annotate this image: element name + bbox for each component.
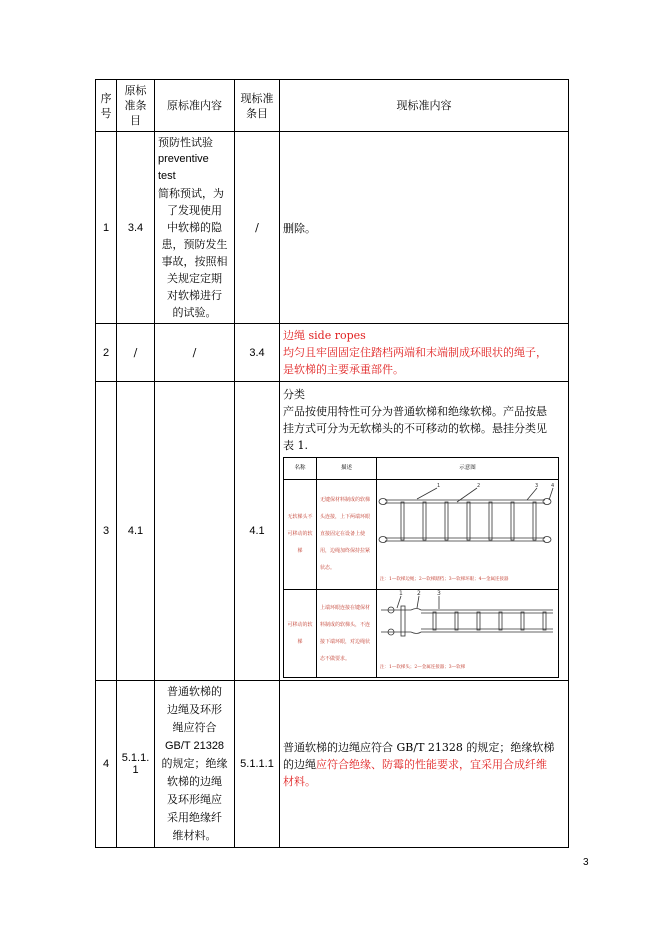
row1-seq: 1 [96, 132, 117, 324]
row1-orig-clause: 3.4 [117, 132, 155, 324]
figure-row [284, 590, 559, 678]
line: 事故，按照相 [161, 255, 228, 268]
line: 材料。 [283, 774, 316, 788]
figure-row1-note: 注：1—软梯边绳；2—软梯踏档；3—软梯环眼；4—金属连接器 [380, 577, 509, 582]
figure-header-desc: 描述 [317, 458, 377, 480]
line: 采用绝缘纤 [167, 811, 222, 824]
row2-orig-content: / [155, 324, 235, 382]
row4-cur-clause: 5.1.1.1 [235, 681, 280, 848]
line: 普通软梯的边绳应符合 GB/T 21328 的规定；绝缘软梯 [283, 740, 555, 754]
row4-orig-content [155, 681, 235, 848]
term-line: 边绳 side ropes [283, 329, 366, 342]
line: GB/T 21328 [164, 740, 225, 752]
figure-row1-name: 无软梯头不可移动的软梯 [284, 480, 317, 590]
label-2: 2 [417, 590, 421, 597]
table-row [96, 681, 569, 848]
line: 患，预防发生 [161, 238, 228, 251]
figure-row2-name: 可移动的软梯 [284, 590, 317, 678]
figure-header-name: 名称 [284, 458, 317, 480]
table-row [96, 324, 569, 382]
classification-figure-table [283, 457, 559, 678]
line: 维材料。 [172, 829, 217, 842]
line: 及环形绳应 [167, 793, 222, 806]
row2-seq: 2 [96, 324, 117, 382]
table-row [96, 382, 569, 681]
line: 简称预试，为 [158, 187, 224, 200]
header-cur-content: 现标准内容 [280, 80, 569, 132]
line: 了发现使用 [167, 204, 222, 217]
line: 普通软梯的 [167, 685, 222, 698]
line: 的规定；绝缘 [161, 757, 228, 770]
line: 分类 [283, 388, 305, 401]
row1-orig-content [155, 132, 235, 324]
row1-cur-content: 删除。 [280, 132, 569, 324]
definition-line: 是软梯的主要承重部件。 [283, 363, 404, 376]
figure-row [284, 480, 559, 590]
line: 中软梯的隐 [167, 221, 222, 234]
figure-row2-diagram [377, 590, 559, 678]
table-row [96, 132, 569, 324]
header-orig-clause: 原标准条目 [117, 80, 155, 132]
row3-cur-content [280, 382, 569, 681]
figure-row2-desc: 上端环眼连接在键保材料制成的软梯头，不连接下端环眼，对边绳状态不做要求。 [317, 590, 377, 678]
row3-seq: 3 [96, 382, 117, 681]
line: 的试验。 [172, 306, 217, 319]
figure-header-row [284, 458, 559, 480]
movable-ladder-diagram [377, 590, 557, 650]
comparison-table [95, 79, 569, 848]
text-red: 应符合绝缘、防霉的性能要求，宜采用合成纤维 [316, 757, 547, 771]
header-row [96, 80, 569, 132]
row1-cur-clause: / [235, 132, 280, 324]
callout-4: 4 [551, 483, 555, 489]
line: 绳应符合 [172, 721, 217, 734]
line [283, 756, 565, 773]
callout-1: 1 [437, 483, 441, 489]
line: preventive [158, 153, 209, 165]
label-1: 1 [399, 590, 403, 597]
line: 对软梯进行 [167, 289, 222, 302]
row4-cur-content [280, 681, 569, 848]
page-number: 3 [583, 857, 589, 868]
row3-orig-clause: 4.1 [117, 382, 155, 681]
line: 预防性试验 [158, 136, 213, 149]
row4-orig-clause: 5.1.1.1 [117, 681, 155, 848]
line: 关规定定期 [167, 272, 222, 285]
text-black: 的边绳 [283, 757, 316, 771]
line: 表 1. [283, 439, 308, 452]
callout-3: 3 [535, 483, 539, 489]
row2-cur-content [280, 324, 569, 382]
header-cur-clause: 现标准条目 [235, 80, 280, 132]
row2-orig-clause: / [117, 324, 155, 382]
label-3: 3 [437, 590, 441, 597]
line: 软梯的边绳 [167, 775, 222, 788]
row4-seq: 4 [96, 681, 117, 848]
figure-header-diagram: 示意图 [377, 458, 559, 480]
figure-row1-diagram [377, 480, 559, 590]
figure-row2-note: 注：1—软梯头；2—金属连接器；3—软梯 [380, 665, 466, 670]
callout-2: 2 [477, 483, 481, 489]
line: 边绳及环形 [167, 703, 222, 716]
header-seq: 序号 [96, 80, 117, 132]
row3-cur-clause: 4.1 [235, 382, 280, 681]
line: 产品按使用特性可分为普通软梯和绝缘软梯。产品按悬 [283, 405, 547, 418]
line: test [158, 170, 176, 182]
header-orig-content: 原标准内容 [155, 80, 235, 132]
row2-cur-clause: 3.4 [235, 324, 280, 382]
fixed-ladder-diagram [377, 480, 557, 562]
figure-row1-desc: 无键保材料制成的软梯头连接，上下两端环眼直接固定在设备上使用，边绳加终保持拉紧状态。 [317, 480, 377, 590]
line: 挂方式可分为无软梯头的不可移动的软梯。悬挂分类见 [283, 422, 547, 435]
row3-orig-content [155, 382, 235, 681]
definition-line: 均匀且牢固固定住踏档两端和末端制成环眼状的绳子， [283, 346, 547, 359]
